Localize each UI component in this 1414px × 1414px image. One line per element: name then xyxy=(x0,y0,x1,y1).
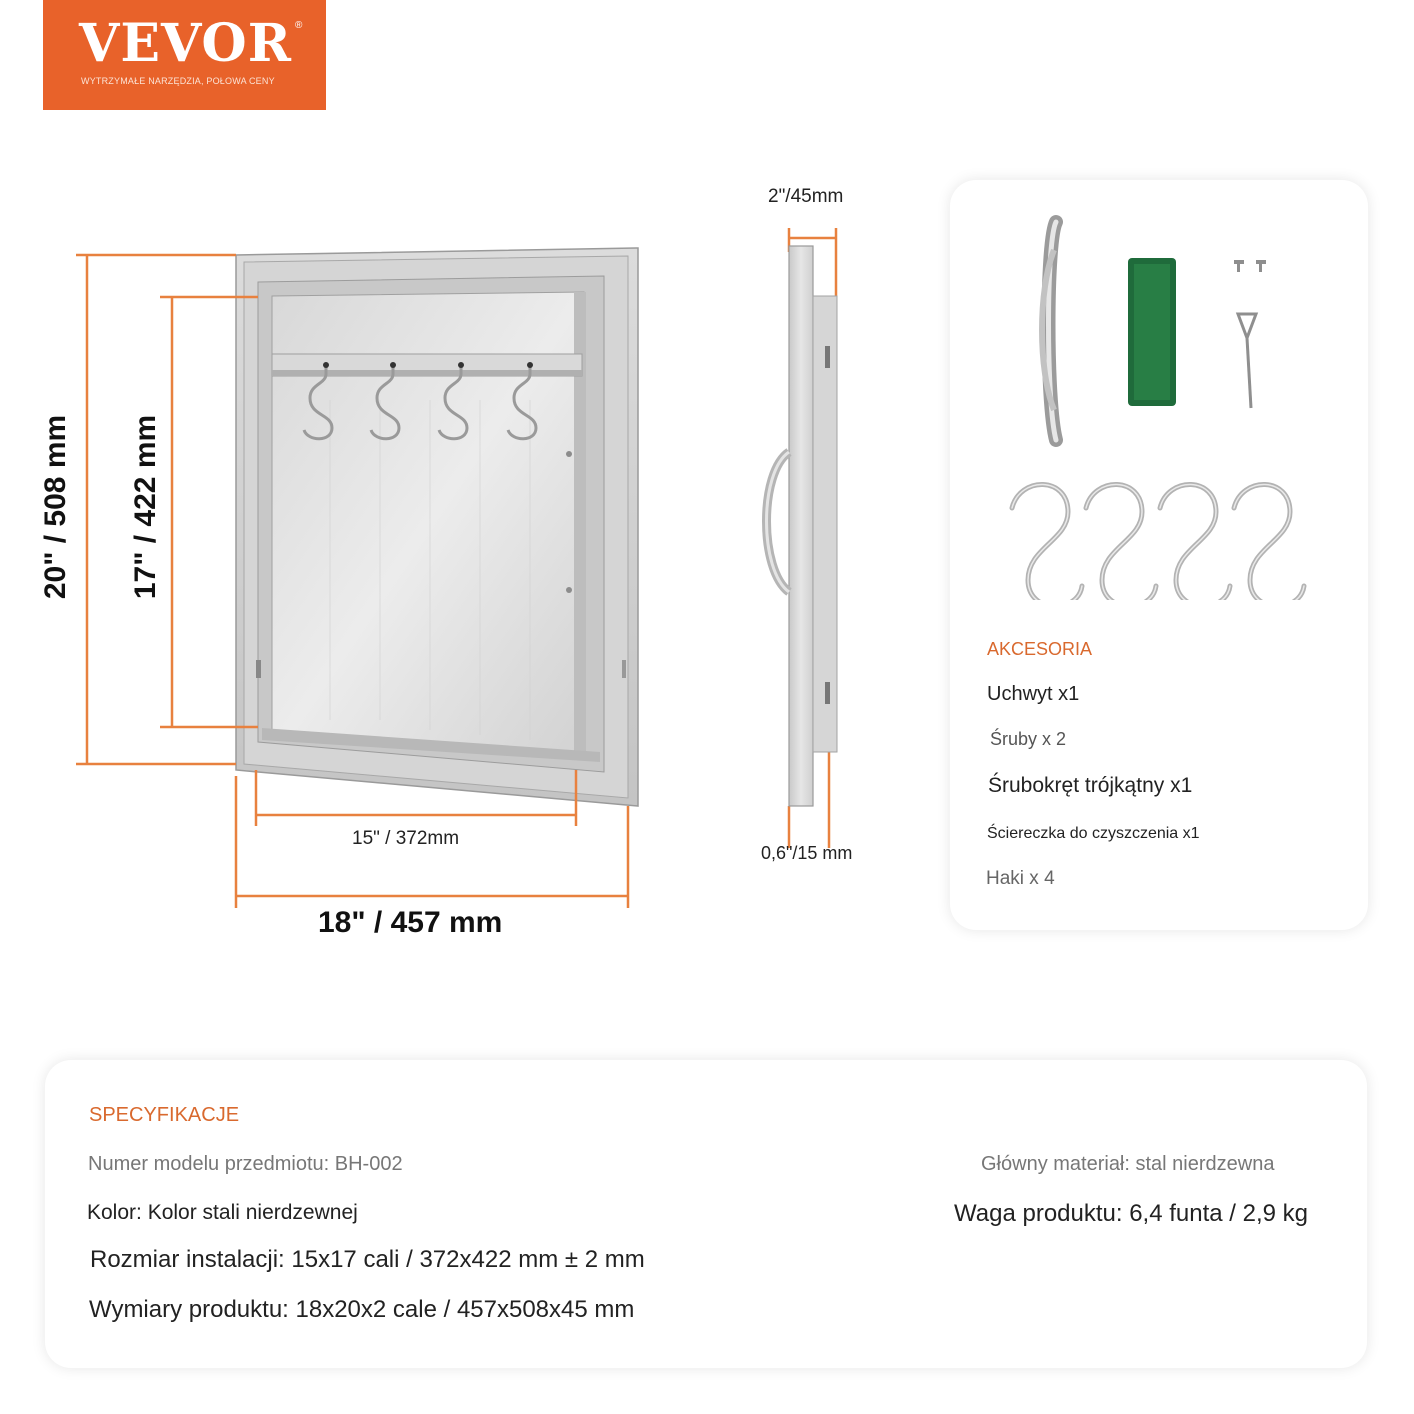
brand-name: VEVOR xyxy=(79,13,292,74)
door-frame xyxy=(236,248,638,806)
accessory-item: Śruby x 2 xyxy=(990,729,1067,749)
accessory-item: Śrubokręt trójkątny x1 xyxy=(988,774,1193,797)
s-hooks-icon xyxy=(1012,484,1304,600)
spec-product-dims: Wymiary produktu: 18x20x2 cale / 457x508x45 mm xyxy=(89,1296,635,1323)
spec-model: Numer modelu przedmiotu: BH-002 xyxy=(88,1153,403,1175)
thickness-label: 0,6"/15 mm xyxy=(761,843,853,863)
screws-icon xyxy=(1234,260,1266,272)
spec-weight: Waga produktu: 6,4 funta / 2,9 kg xyxy=(954,1200,1308,1227)
spec-install-size: Rozmiar instalacji: 15x17 cali / 372x422 mm ± 2 mm xyxy=(90,1246,645,1273)
accessory-item: Uchwyt x1 xyxy=(987,683,1080,705)
accessory-item: Ściereczka do czyszczenia x1 xyxy=(987,825,1200,842)
inner-height-label: 17" / 422 mm xyxy=(129,414,162,600)
sponge-icon xyxy=(1128,258,1176,406)
handle-icon xyxy=(1042,222,1056,440)
spec-color: Kolor: Kolor stali nierdzewnej xyxy=(87,1201,358,1224)
registered-mark: ® xyxy=(295,20,303,31)
accessories-title: AKCESORIA xyxy=(987,639,1093,659)
accessories-illustration xyxy=(950,180,1368,600)
outer-height-label: 20" / 508 mm xyxy=(39,414,72,600)
accessories-card xyxy=(950,180,1368,930)
spec-material: Główny materiał: stal nierdzewna xyxy=(981,1153,1275,1175)
brand-tagline: WYTRZYMAŁE NARZĘDZIA, POŁOWA CENY xyxy=(81,76,275,86)
triangle-key-icon xyxy=(1238,314,1256,408)
depth-label: 2"/45mm xyxy=(768,186,844,207)
outer-width-label: 18" / 457 mm xyxy=(318,906,503,939)
inner-width-label: 15" / 372mm xyxy=(352,828,460,849)
accessory-item: Haki x 4 xyxy=(986,868,1055,889)
specs-title: SPECYFIKACJE xyxy=(89,1104,240,1126)
door-side-view xyxy=(767,246,838,806)
specs-card xyxy=(45,1060,1367,1368)
